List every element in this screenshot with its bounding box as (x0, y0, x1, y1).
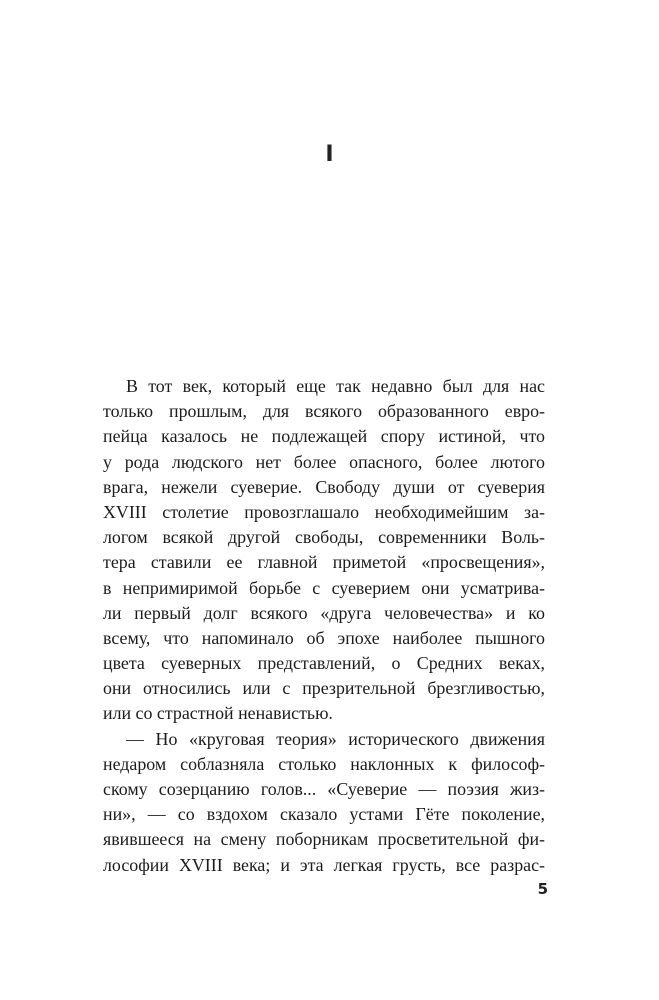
text-line: В тот век, который еще так недавно был для нас (126, 376, 545, 396)
text-line: логом всякой другой свободы, современники Воль- (103, 527, 545, 548)
text-line: они относились или с презрительной брезгливостью, (103, 678, 545, 699)
text-line: явившееся на смену поборникам просветительной фи- (103, 829, 545, 850)
text-line: ни», — со вздохом сказало устами Гёте поколение, (103, 804, 545, 825)
text-line: цвета суеверных представлений, о Средних веках, (103, 653, 545, 674)
chapter-number: I (325, 142, 334, 167)
text-line: врага, нежели суеверие. Свободу души от суеверия (103, 476, 545, 497)
text-line: — Но «круговая теория» исторического движения (126, 728, 545, 749)
text-line: или со страстной ненавистью. (103, 703, 333, 724)
page-number: 5 (537, 880, 548, 898)
text-line: тера ставили ее главной приметой «просвещения», (103, 552, 545, 573)
text-line: ли первый долг всякого «друга человечества» и ко (103, 602, 545, 623)
text-line: только прошлым, для всякого образованного евро- (103, 401, 545, 422)
text-line: XVIII столетие провозглашало необходимейшим за- (103, 501, 545, 522)
text-line: всему, что напоминало об эпохе наиболее пышного (103, 627, 545, 648)
text-line: пейца казалось не подлежащей спору истиной, что (103, 426, 545, 447)
text-line: у рода людского нет более опасного, более лютого (103, 451, 545, 472)
text-line: в непримиримой борьбе с суеверием они усматрива- (103, 577, 545, 598)
body-text (103, 374, 545, 878)
text-line: скому созерцанию голов... «Суеверие — поэзия жиз- (103, 779, 545, 799)
text-line: лософии XVIII века; и эта легкая грусть, все разрас- (103, 854, 545, 875)
text-line: недаром соблазняла столько наклонных к философ- (103, 753, 545, 774)
